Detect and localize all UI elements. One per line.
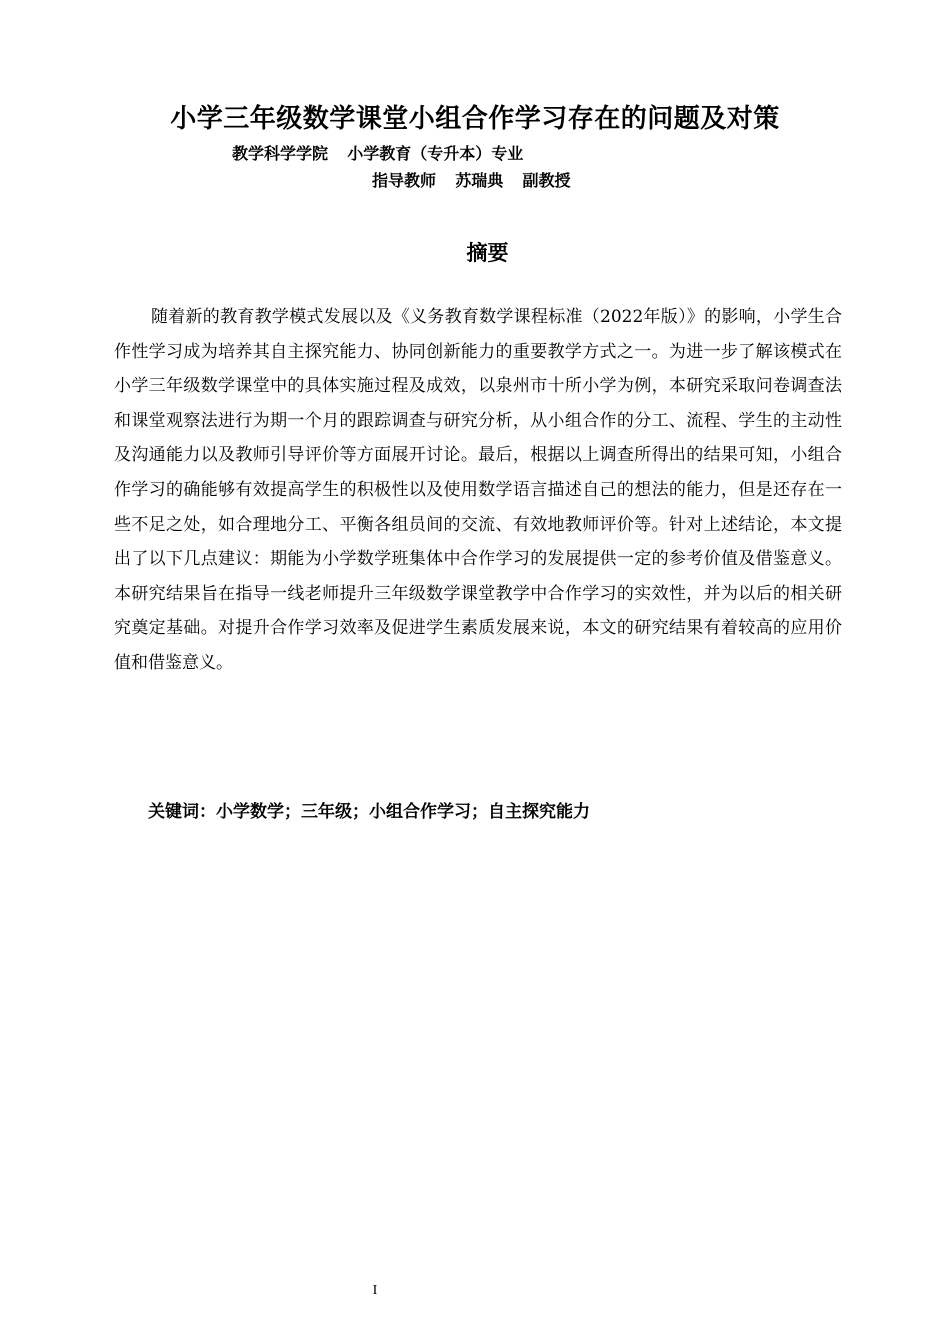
- abstract-heading: 摘要: [466, 241, 509, 265]
- document-title: 小学三年级数学课堂小组合作学习存在的问题及对策: [170, 104, 780, 134]
- department-line: 教学科学学院 小学教育（专升本）专业: [232, 144, 524, 163]
- page-number: I: [372, 1283, 378, 1298]
- advisor-line: 指导教师 苏瑞典 副教授: [372, 171, 571, 190]
- abstract-paragraph: 随着新的教育教学模式发展以及《义务教育数学课程标准（2022年版）》的影响，小学生合作性学习成为培养其自主探究能力、协同创新能力的重要教学方式之一。为进一步了解该模式在小学三年级数学课堂中的具体实施过程及成效，以泉州市十所小学为例，本研究采取问卷调查法和课堂观察法进行为期一个月的跟踪调查与研究分析，从小组合作的分工、流程、学生的主动性及沟通能力以及教师引导评价等方面展开讨论。最后，根据以上调查所得出的结果可知，小组合作学习的确能够有效提高学生的积极性以及使用数学语言描述自己的想法的能力，但是还存在一些不足之处，如合理地分工、平衡各组员间的交流、有效地教师评价等。针对上述结论，本文提出了以下几点建议：期能为小学数学班集体中合作学习的发展提供一定的参考价值及借鉴意义。本研究结果旨在指导一线老师提升三年级数学课堂教学中合作学习的实效性，并为以后的相关研究奠定基础。对提升合作学习效率及促进学生素质发展来说，本文的研究结果有着较高的应用价值和借鉴意义。: [114, 307, 842, 673]
- keywords-line: 关键词：小学数学；三年级；小组合作学习；自主探究能力: [148, 802, 590, 822]
